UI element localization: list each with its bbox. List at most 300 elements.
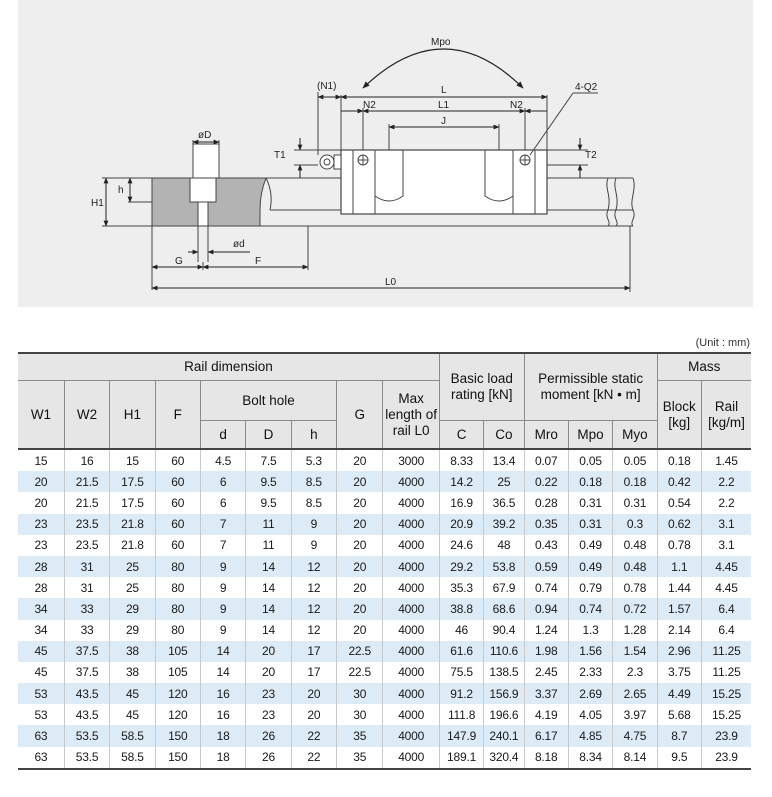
- table-cell: 9.5: [657, 747, 701, 769]
- table-cell: 63: [18, 725, 64, 746]
- table-cell: 1.57: [657, 598, 701, 619]
- table-cell: 196.6: [484, 704, 524, 725]
- table-cell: 14: [246, 598, 291, 619]
- group-basic-load-rating: Basic load rating [kN]: [439, 353, 524, 421]
- table-cell: 20: [337, 449, 383, 471]
- table-cell: 46: [439, 620, 483, 641]
- table-cell: 8.7: [657, 725, 701, 746]
- table-row: [18, 535, 751, 556]
- table-cell: 9: [200, 598, 245, 619]
- table-cell: 0.79: [568, 577, 612, 598]
- table-cell: 2.3: [613, 662, 657, 683]
- specification-table: [18, 352, 751, 770]
- table-cell: 45: [110, 683, 155, 704]
- header-H1: H1: [110, 381, 155, 450]
- table-cell: 2.33: [568, 662, 612, 683]
- table-cell: 61.6: [439, 641, 483, 662]
- header-Mro: Mro: [524, 421, 568, 450]
- table-cell: 2.65: [613, 683, 657, 704]
- table-cell: 4000: [383, 683, 439, 704]
- table-cell: 3.37: [524, 683, 568, 704]
- table-cell: 105: [155, 641, 200, 662]
- label-H1: H1: [91, 198, 104, 209]
- table-cell: 45: [18, 641, 64, 662]
- table-cell: 45: [110, 704, 155, 725]
- label-L1: L1: [438, 100, 450, 111]
- table-cell: 5.3: [291, 449, 336, 471]
- table-cell: 110.6: [484, 641, 524, 662]
- table-cell: 4.5: [200, 449, 245, 471]
- header-D: D: [246, 421, 291, 450]
- table-cell: 0.48: [613, 535, 657, 556]
- table-cell: 0.18: [613, 471, 657, 492]
- table-cell: 0.62: [657, 514, 701, 535]
- table-cell: 28: [18, 577, 64, 598]
- header-W1: W1: [18, 381, 64, 450]
- table-cell: 0.22: [524, 471, 568, 492]
- guide-rail-diagram: [18, 0, 753, 307]
- table-cell: 20: [291, 683, 336, 704]
- table-cell: 0.05: [568, 449, 612, 471]
- table-cell: 2.2: [701, 492, 751, 513]
- table-cell: 29.2: [439, 556, 483, 577]
- table-cell: 20: [291, 704, 336, 725]
- mpo-arc-arrow: [363, 49, 523, 88]
- table-cell: 8.5: [291, 492, 336, 513]
- table-cell: 16: [64, 449, 109, 471]
- table-cell: 17: [291, 662, 336, 683]
- table-cell: 20: [337, 514, 383, 535]
- table-cell: 2.96: [657, 641, 701, 662]
- table-cell: 60: [155, 471, 200, 492]
- table-cell: 23: [18, 535, 64, 556]
- table-cell: 20: [337, 492, 383, 513]
- table-cell: 24.6: [439, 535, 483, 556]
- table-cell: 68.6: [484, 598, 524, 619]
- label-G: G: [175, 256, 183, 267]
- table-cell: 2.2: [701, 471, 751, 492]
- table-cell: 9: [291, 514, 336, 535]
- table-cell: 29: [110, 620, 155, 641]
- table-cell: 4000: [383, 535, 439, 556]
- label-N2-right: N2: [510, 100, 523, 111]
- table-cell: 8.14: [613, 747, 657, 769]
- table-cell: 43.5: [64, 683, 109, 704]
- table-cell: 9: [200, 577, 245, 598]
- table-cell: 1.1: [657, 556, 701, 577]
- table-cell: 0.78: [613, 577, 657, 598]
- table-cell: 150: [155, 747, 200, 769]
- table-row: [18, 704, 751, 725]
- table-cell: 11: [246, 514, 291, 535]
- table-cell: 63: [18, 747, 64, 769]
- table-cell: 0.31: [568, 514, 612, 535]
- table-cell: 0.54: [657, 492, 701, 513]
- table-cell: 16: [200, 704, 245, 725]
- table-cell: 4000: [383, 598, 439, 619]
- table-cell: 53.5: [64, 747, 109, 769]
- table-cell: 4000: [383, 471, 439, 492]
- label-mpo: Mpo: [431, 37, 451, 48]
- table-body: [18, 449, 751, 769]
- header-max-length: Max length of rail L0: [383, 381, 439, 450]
- table-cell: 18: [200, 725, 245, 746]
- table-cell: 0.48: [613, 556, 657, 577]
- table-cell: 1.24: [524, 620, 568, 641]
- table-cell: 320.4: [484, 747, 524, 769]
- table-cell: 14: [246, 577, 291, 598]
- table-cell: 39.2: [484, 514, 524, 535]
- table-cell: 3.1: [701, 535, 751, 556]
- table-cell: 53.8: [484, 556, 524, 577]
- table-cell: 20: [337, 556, 383, 577]
- table-cell: 16: [200, 683, 245, 704]
- table-cell: 26: [246, 747, 291, 769]
- table-cell: 0.49: [568, 556, 612, 577]
- slider-block: [320, 150, 547, 214]
- table-cell: 4000: [383, 662, 439, 683]
- table-cell: 4.05: [568, 704, 612, 725]
- table-cell: 0.49: [568, 535, 612, 556]
- table-cell: 11.25: [701, 641, 751, 662]
- table-cell: 3.97: [613, 704, 657, 725]
- table-cell: 23: [246, 683, 291, 704]
- table-cell: 4.45: [701, 556, 751, 577]
- table-cell: 21.8: [110, 514, 155, 535]
- table-cell: 14: [246, 620, 291, 641]
- group-rail-dimension: Rail dimension: [18, 353, 439, 381]
- table-cell: 25: [110, 577, 155, 598]
- table-cell: 48: [484, 535, 524, 556]
- table-cell: 20: [337, 577, 383, 598]
- table-cell: 80: [155, 620, 200, 641]
- table-cell: 4000: [383, 556, 439, 577]
- table-cell: 22.5: [337, 662, 383, 683]
- table-cell: 1.56: [568, 641, 612, 662]
- table-cell: 23.5: [64, 514, 109, 535]
- table-cell: 0.42: [657, 471, 701, 492]
- table-cell: 37.5: [64, 641, 109, 662]
- table-cell: 33: [64, 620, 109, 641]
- table-cell: 35: [337, 725, 383, 746]
- table-cell: 28: [18, 556, 64, 577]
- table-cell: 20: [337, 620, 383, 641]
- label-T2: T2: [585, 150, 597, 161]
- label-F: F: [255, 256, 262, 267]
- table-cell: 1.54: [613, 641, 657, 662]
- table-cell: 0.74: [568, 598, 612, 619]
- header-W2: W2: [64, 381, 109, 450]
- table-cell: 25: [110, 556, 155, 577]
- table-cell: 18: [200, 747, 245, 769]
- table-cell: 15.25: [701, 683, 751, 704]
- table-cell: 0.72: [613, 598, 657, 619]
- table-cell: 0.35: [524, 514, 568, 535]
- table-cell: 0.07: [524, 449, 568, 471]
- table-cell: 1.3: [568, 620, 612, 641]
- table-cell: 8.34: [568, 747, 612, 769]
- table-cell: 11.25: [701, 662, 751, 683]
- table-cell: 33: [64, 598, 109, 619]
- table-cell: 9: [200, 556, 245, 577]
- table-cell: 22: [291, 747, 336, 769]
- table-cell: 4000: [383, 641, 439, 662]
- table-cell: 8.18: [524, 747, 568, 769]
- table-cell: 0.28: [524, 492, 568, 513]
- table-cell: 45: [18, 662, 64, 683]
- label-L: L: [441, 85, 447, 96]
- table-cell: 23.9: [701, 725, 751, 746]
- table-cell: 0.31: [613, 492, 657, 513]
- table-cell: 80: [155, 556, 200, 577]
- table-cell: 1.28: [613, 620, 657, 641]
- table-cell: 20: [337, 535, 383, 556]
- table-cell: 6: [200, 471, 245, 492]
- table-cell: 25: [484, 471, 524, 492]
- table-cell: 2.14: [657, 620, 701, 641]
- table-cell: 20: [18, 471, 64, 492]
- header-Myo: Myo: [613, 421, 657, 450]
- table-cell: 20: [18, 492, 64, 513]
- table-cell: 2.69: [568, 683, 612, 704]
- table-cell: 75.5: [439, 662, 483, 683]
- table-cell: 111.8: [439, 704, 483, 725]
- header-C: C: [439, 421, 483, 450]
- table-cell: 38: [110, 662, 155, 683]
- table-cell: 4000: [383, 492, 439, 513]
- table-cell: 4.19: [524, 704, 568, 725]
- label-N1: (N1): [317, 81, 337, 92]
- table-cell: 17.5: [110, 471, 155, 492]
- table-cell: 156.9: [484, 683, 524, 704]
- table-cell: 12: [291, 598, 336, 619]
- header-h: h: [291, 421, 336, 450]
- table-cell: 58.5: [110, 747, 155, 769]
- table-cell: 20.9: [439, 514, 483, 535]
- table-cell: 1.98: [524, 641, 568, 662]
- table-row: [18, 598, 751, 619]
- table-cell: 4000: [383, 620, 439, 641]
- table-cell: 1.45: [701, 449, 751, 471]
- table-cell: 5.68: [657, 704, 701, 725]
- table-cell: 0.78: [657, 535, 701, 556]
- table-cell: 4000: [383, 725, 439, 746]
- table-cell: 60: [155, 492, 200, 513]
- table-cell: 26: [246, 725, 291, 746]
- group-mass: Mass: [657, 353, 751, 381]
- table-cell: 0.18: [568, 471, 612, 492]
- table-cell: 20: [246, 662, 291, 683]
- table-cell: 3.75: [657, 662, 701, 683]
- label-d: ød: [233, 239, 245, 250]
- technical-drawing: [18, 0, 753, 307]
- table-cell: 34: [18, 620, 64, 641]
- table-cell: 20: [337, 598, 383, 619]
- table-cell: 4000: [383, 704, 439, 725]
- table-cell: 35.3: [439, 577, 483, 598]
- table-cell: 12: [291, 577, 336, 598]
- label-N2-left: N2: [363, 100, 376, 111]
- table-cell: 15: [110, 449, 155, 471]
- table-cell: 14.2: [439, 471, 483, 492]
- table-cell: 23: [246, 704, 291, 725]
- header-rail: Rail [kg/m]: [701, 381, 751, 450]
- table-cell: 15: [18, 449, 64, 471]
- table-cell: 60: [155, 535, 200, 556]
- table-cell: 38.8: [439, 598, 483, 619]
- table-cell: 29: [110, 598, 155, 619]
- table-cell: 31: [64, 556, 109, 577]
- table-cell: 34: [18, 598, 64, 619]
- table-cell: 12: [291, 620, 336, 641]
- table-cell: 23.9: [701, 747, 751, 769]
- table-cell: 21.8: [110, 535, 155, 556]
- table-cell: 4.85: [568, 725, 612, 746]
- table-cell: 0.18: [657, 449, 701, 471]
- table-row: [18, 683, 751, 704]
- header-G: G: [337, 381, 383, 450]
- table-cell: 30: [337, 704, 383, 725]
- table-cell: 3.1: [701, 514, 751, 535]
- header-Mpo: Mpo: [568, 421, 612, 450]
- table-cell: 21.5: [64, 471, 109, 492]
- table-cell: 21.5: [64, 492, 109, 513]
- table-cell: 0.59: [524, 556, 568, 577]
- label-L0: L0: [385, 277, 397, 288]
- table-cell: 105: [155, 662, 200, 683]
- table-cell: 189.1: [439, 747, 483, 769]
- table-cell: 0.05: [613, 449, 657, 471]
- bolt-head-outline: [193, 144, 219, 178]
- table-cell: 7: [200, 514, 245, 535]
- table-cell: 43.5: [64, 704, 109, 725]
- table-row: [18, 514, 751, 535]
- table-cell: 120: [155, 683, 200, 704]
- table-cell: 80: [155, 598, 200, 619]
- table-row: [18, 492, 751, 513]
- table-cell: 4.49: [657, 683, 701, 704]
- table-cell: 7.5: [246, 449, 291, 471]
- unit-note: (Unit : mm): [695, 337, 750, 349]
- header-d: d: [200, 421, 245, 450]
- table-cell: 38: [110, 641, 155, 662]
- table-cell: 6: [200, 492, 245, 513]
- table-cell: 17.5: [110, 492, 155, 513]
- table-cell: 16.9: [439, 492, 483, 513]
- group-bolt-hole: Bolt hole: [200, 381, 336, 421]
- table-row: [18, 577, 751, 598]
- table-cell: 20: [337, 471, 383, 492]
- table-cell: 58.5: [110, 725, 155, 746]
- table-cell: 22.5: [337, 641, 383, 662]
- table-cell: 1.44: [657, 577, 701, 598]
- table-cell: 30: [337, 683, 383, 704]
- table-cell: 0.3: [613, 514, 657, 535]
- table-cell: 67.9: [484, 577, 524, 598]
- label-4-Q2: 4-Q2: [575, 82, 598, 93]
- table-cell: 91.2: [439, 683, 483, 704]
- table-cell: 37.5: [64, 662, 109, 683]
- table-cell: 14: [246, 556, 291, 577]
- table-row: [18, 620, 751, 641]
- table-row: [18, 449, 751, 471]
- table-row: [18, 471, 751, 492]
- header-F: F: [155, 381, 200, 450]
- table-row: [18, 662, 751, 683]
- table-cell: 4000: [383, 747, 439, 769]
- table-cell: 22: [291, 725, 336, 746]
- table-cell: 4000: [383, 514, 439, 535]
- header-Co: Co: [484, 421, 524, 450]
- table-cell: 4.45: [701, 577, 751, 598]
- table-cell: 23.5: [64, 535, 109, 556]
- table-cell: 9.5: [246, 492, 291, 513]
- table-cell: 0.31: [568, 492, 612, 513]
- table-row: [18, 641, 751, 662]
- table-cell: 14: [200, 662, 245, 683]
- table-cell: 138.5: [484, 662, 524, 683]
- table-row: [18, 725, 751, 746]
- table-cell: 4.75: [613, 725, 657, 746]
- label-T1: T1: [274, 150, 286, 161]
- table-cell: 8.33: [439, 449, 483, 471]
- table-cell: 0.74: [524, 577, 568, 598]
- table-cell: 6.4: [701, 620, 751, 641]
- header-block: Block [kg]: [657, 381, 701, 450]
- table-cell: 17: [291, 641, 336, 662]
- table-cell: 6.4: [701, 598, 751, 619]
- label-D: øD: [198, 130, 212, 141]
- table-cell: 60: [155, 449, 200, 471]
- table-cell: 53: [18, 683, 64, 704]
- table-cell: 8.5: [291, 471, 336, 492]
- table-cell: 9: [291, 535, 336, 556]
- table-cell: 23: [18, 514, 64, 535]
- table-cell: 90.4: [484, 620, 524, 641]
- table-cell: 4000: [383, 577, 439, 598]
- table-cell: 13.4: [484, 449, 524, 471]
- table-cell: 53: [18, 704, 64, 725]
- table-row: [18, 747, 751, 769]
- table-row: [18, 556, 751, 577]
- table-cell: 0.94: [524, 598, 568, 619]
- table-cell: 150: [155, 725, 200, 746]
- table-cell: 15.25: [701, 704, 751, 725]
- table-cell: 31: [64, 577, 109, 598]
- table-cell: 36.5: [484, 492, 524, 513]
- table-cell: 11: [246, 535, 291, 556]
- table-cell: 6.17: [524, 725, 568, 746]
- table-cell: 7: [200, 535, 245, 556]
- table-cell: 9: [200, 620, 245, 641]
- table-cell: 35: [337, 747, 383, 769]
- label-h: h: [118, 185, 124, 196]
- table-cell: 14: [200, 641, 245, 662]
- table-cell: 80: [155, 577, 200, 598]
- table-cell: 20: [246, 641, 291, 662]
- table-cell: 120: [155, 704, 200, 725]
- table-cell: 9.5: [246, 471, 291, 492]
- table-cell: 147.9: [439, 725, 483, 746]
- table-cell: 3000: [383, 449, 439, 471]
- table-cell: 0.43: [524, 535, 568, 556]
- table-cell: 12: [291, 556, 336, 577]
- table-cell: 53.5: [64, 725, 109, 746]
- label-J: J: [441, 116, 446, 127]
- table-cell: 240.1: [484, 725, 524, 746]
- group-permissible-static-moment: Permissible static moment [kN • m]: [524, 353, 657, 421]
- table-cell: 2.45: [524, 662, 568, 683]
